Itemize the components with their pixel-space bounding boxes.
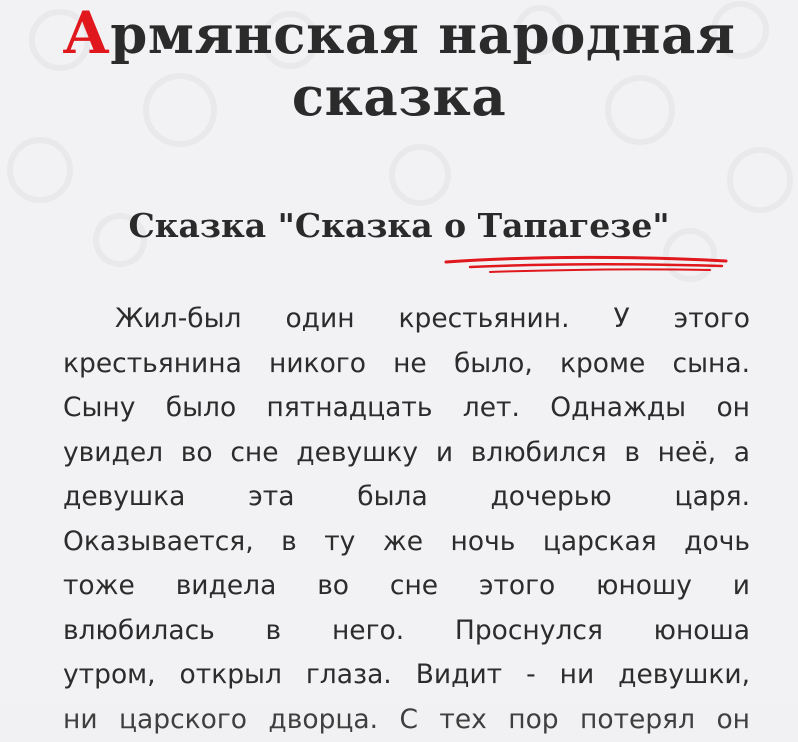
- story-text: [63, 297, 750, 735]
- title-line-1: [0, 2, 798, 66]
- story-line-partial: ни царского дворца. С тех пор потерял он: [63, 703, 750, 735]
- story-line: крестьянина никого не было, кроме сына.: [63, 347, 750, 379]
- story-line: Оказывается, в ту же ночь царская дочь: [63, 525, 750, 557]
- story-line: тоже видела во сне этого юношу и: [63, 570, 750, 601]
- story-line: увидел во сне девушку и влюбился в неё, а: [63, 436, 750, 468]
- title-line-2: сказка: [291, 66, 507, 128]
- title-dropcap: А: [62, 0, 111, 67]
- story-line: утром, открыл глаза. Видит - ни девушки,: [63, 659, 750, 690]
- page-title: [0, 2, 798, 128]
- red-underline-mark: [440, 252, 732, 276]
- story-line: Сыну было пятнадцать лет. Однажды он: [63, 392, 750, 423]
- story-subtitle: Сказка "Сказка о Тапагезе": [128, 206, 670, 245]
- story-line: влюбилась в него. Проснулся юноша: [63, 614, 750, 646]
- story-line: Жил-был один крестьянин. У этого: [115, 303, 750, 334]
- story-line: девушка эта была дочерью царя.: [63, 481, 750, 512]
- title-line-1-rest: рмянская народная: [110, 4, 736, 66]
